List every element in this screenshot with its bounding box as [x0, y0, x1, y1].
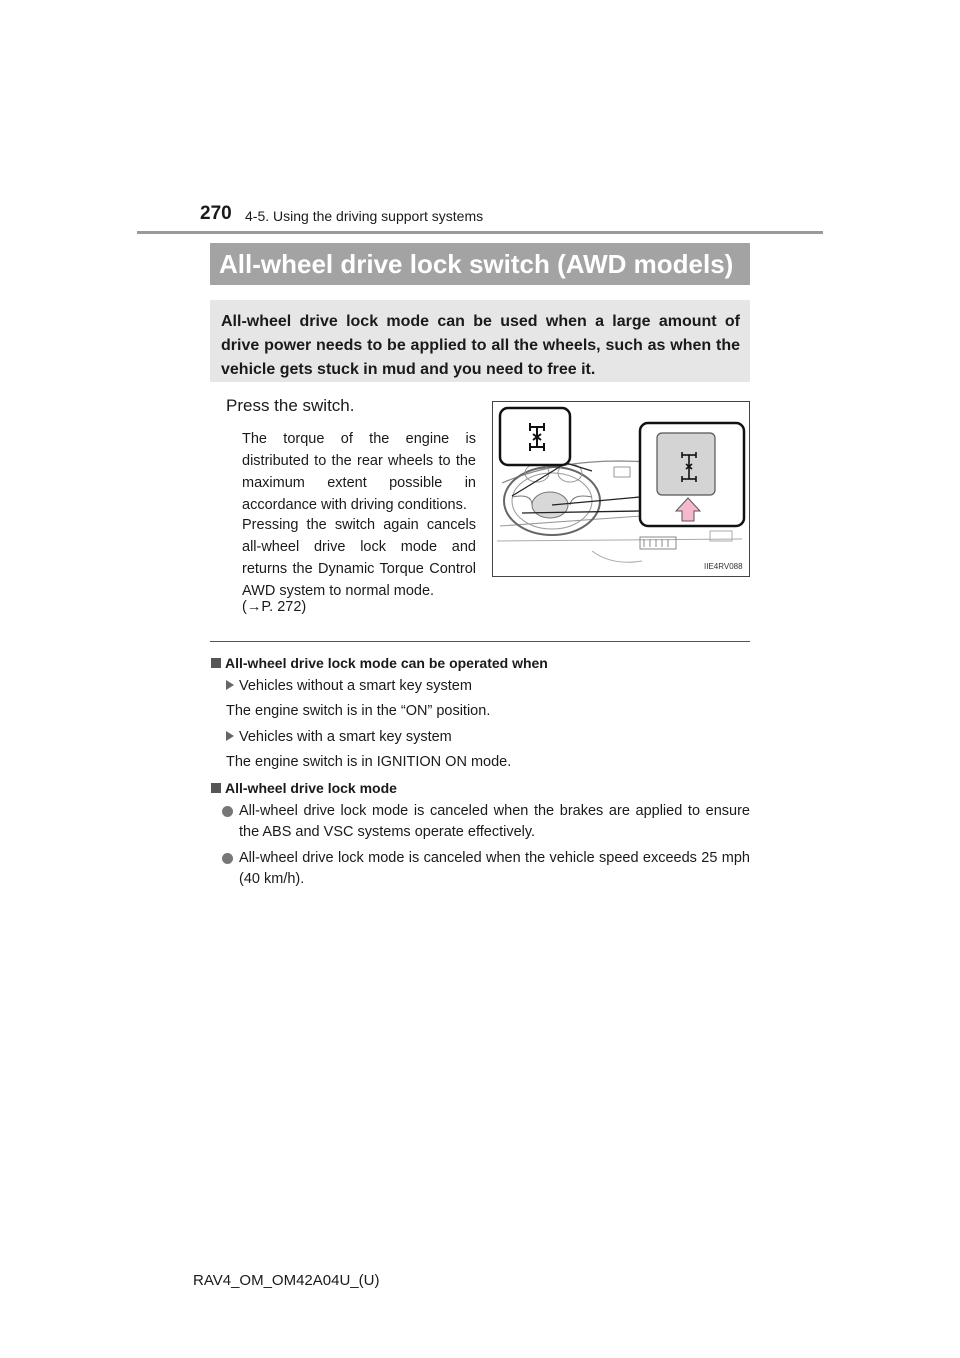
cancel-description: Pressing the switch again cancels all-wheel drive lock mode and returns the Dynamic Torque Control AWD system to normal mode. — [242, 517, 476, 599]
square-bullet-icon — [211, 658, 221, 668]
page-title: All-wheel drive lock switch (AWD models) — [210, 243, 750, 285]
section-title: 4-5. Using the driving support systems — [245, 208, 484, 224]
mode-heading — [211, 780, 397, 796]
operable-heading — [211, 655, 548, 671]
triangle-arrow-icon — [226, 680, 234, 690]
intro-summary: All-wheel drive lock mode can be used when a large amount of drive power needs to be applied to all the wheels, such as when the vehicle gets stuck in mud and you need to free it. — [210, 300, 750, 382]
figure-code: IIE4RV088 — [704, 562, 743, 571]
step-instruction: Press the switch. — [226, 396, 355, 415]
document-code: RAV4_OM_OM42A04U_(U) — [193, 1272, 380, 1289]
circle-bullet-icon — [222, 853, 233, 864]
header-divider — [137, 231, 823, 234]
variant1-label: Vehicles without a smart key system — [239, 678, 472, 694]
step-description: The torque of the engine is distributed to the rear wheels to the maximum extent possible in accordance with driving conditions. — [242, 431, 476, 513]
operable-heading-text: All-wheel drive lock mode can be operated when — [225, 655, 548, 671]
bullet-text: All-wheel drive lock mode is canceled when the vehicle speed exceeds 25 mph (40 km/h). — [239, 850, 750, 887]
variant2-text: The engine switch is in IGNITION ON mode. — [226, 754, 512, 770]
triangle-arrow-icon — [226, 731, 234, 741]
page-number: 270 — [200, 203, 232, 224]
square-bullet-icon — [211, 783, 221, 793]
page-reference: (→P. 272) — [242, 599, 307, 615]
section-divider — [210, 641, 750, 642]
bullet-item — [222, 801, 750, 843]
bullet-item — [222, 848, 750, 890]
mode-heading-text: All-wheel drive lock mode — [225, 780, 397, 796]
circle-bullet-icon — [222, 806, 233, 817]
variant2-label: Vehicles with a smart key system — [239, 729, 452, 745]
bullet-text: All-wheel drive lock mode is canceled when the brakes are applied to ensure the ABS and VSC systems operate effectively. — [239, 803, 750, 840]
variant1-text: The engine switch is in the “ON” position. — [226, 703, 491, 719]
variant-with-smart-key — [226, 729, 452, 745]
switch-location-figure — [492, 401, 750, 577]
variant-without-smart-key — [226, 678, 472, 694]
